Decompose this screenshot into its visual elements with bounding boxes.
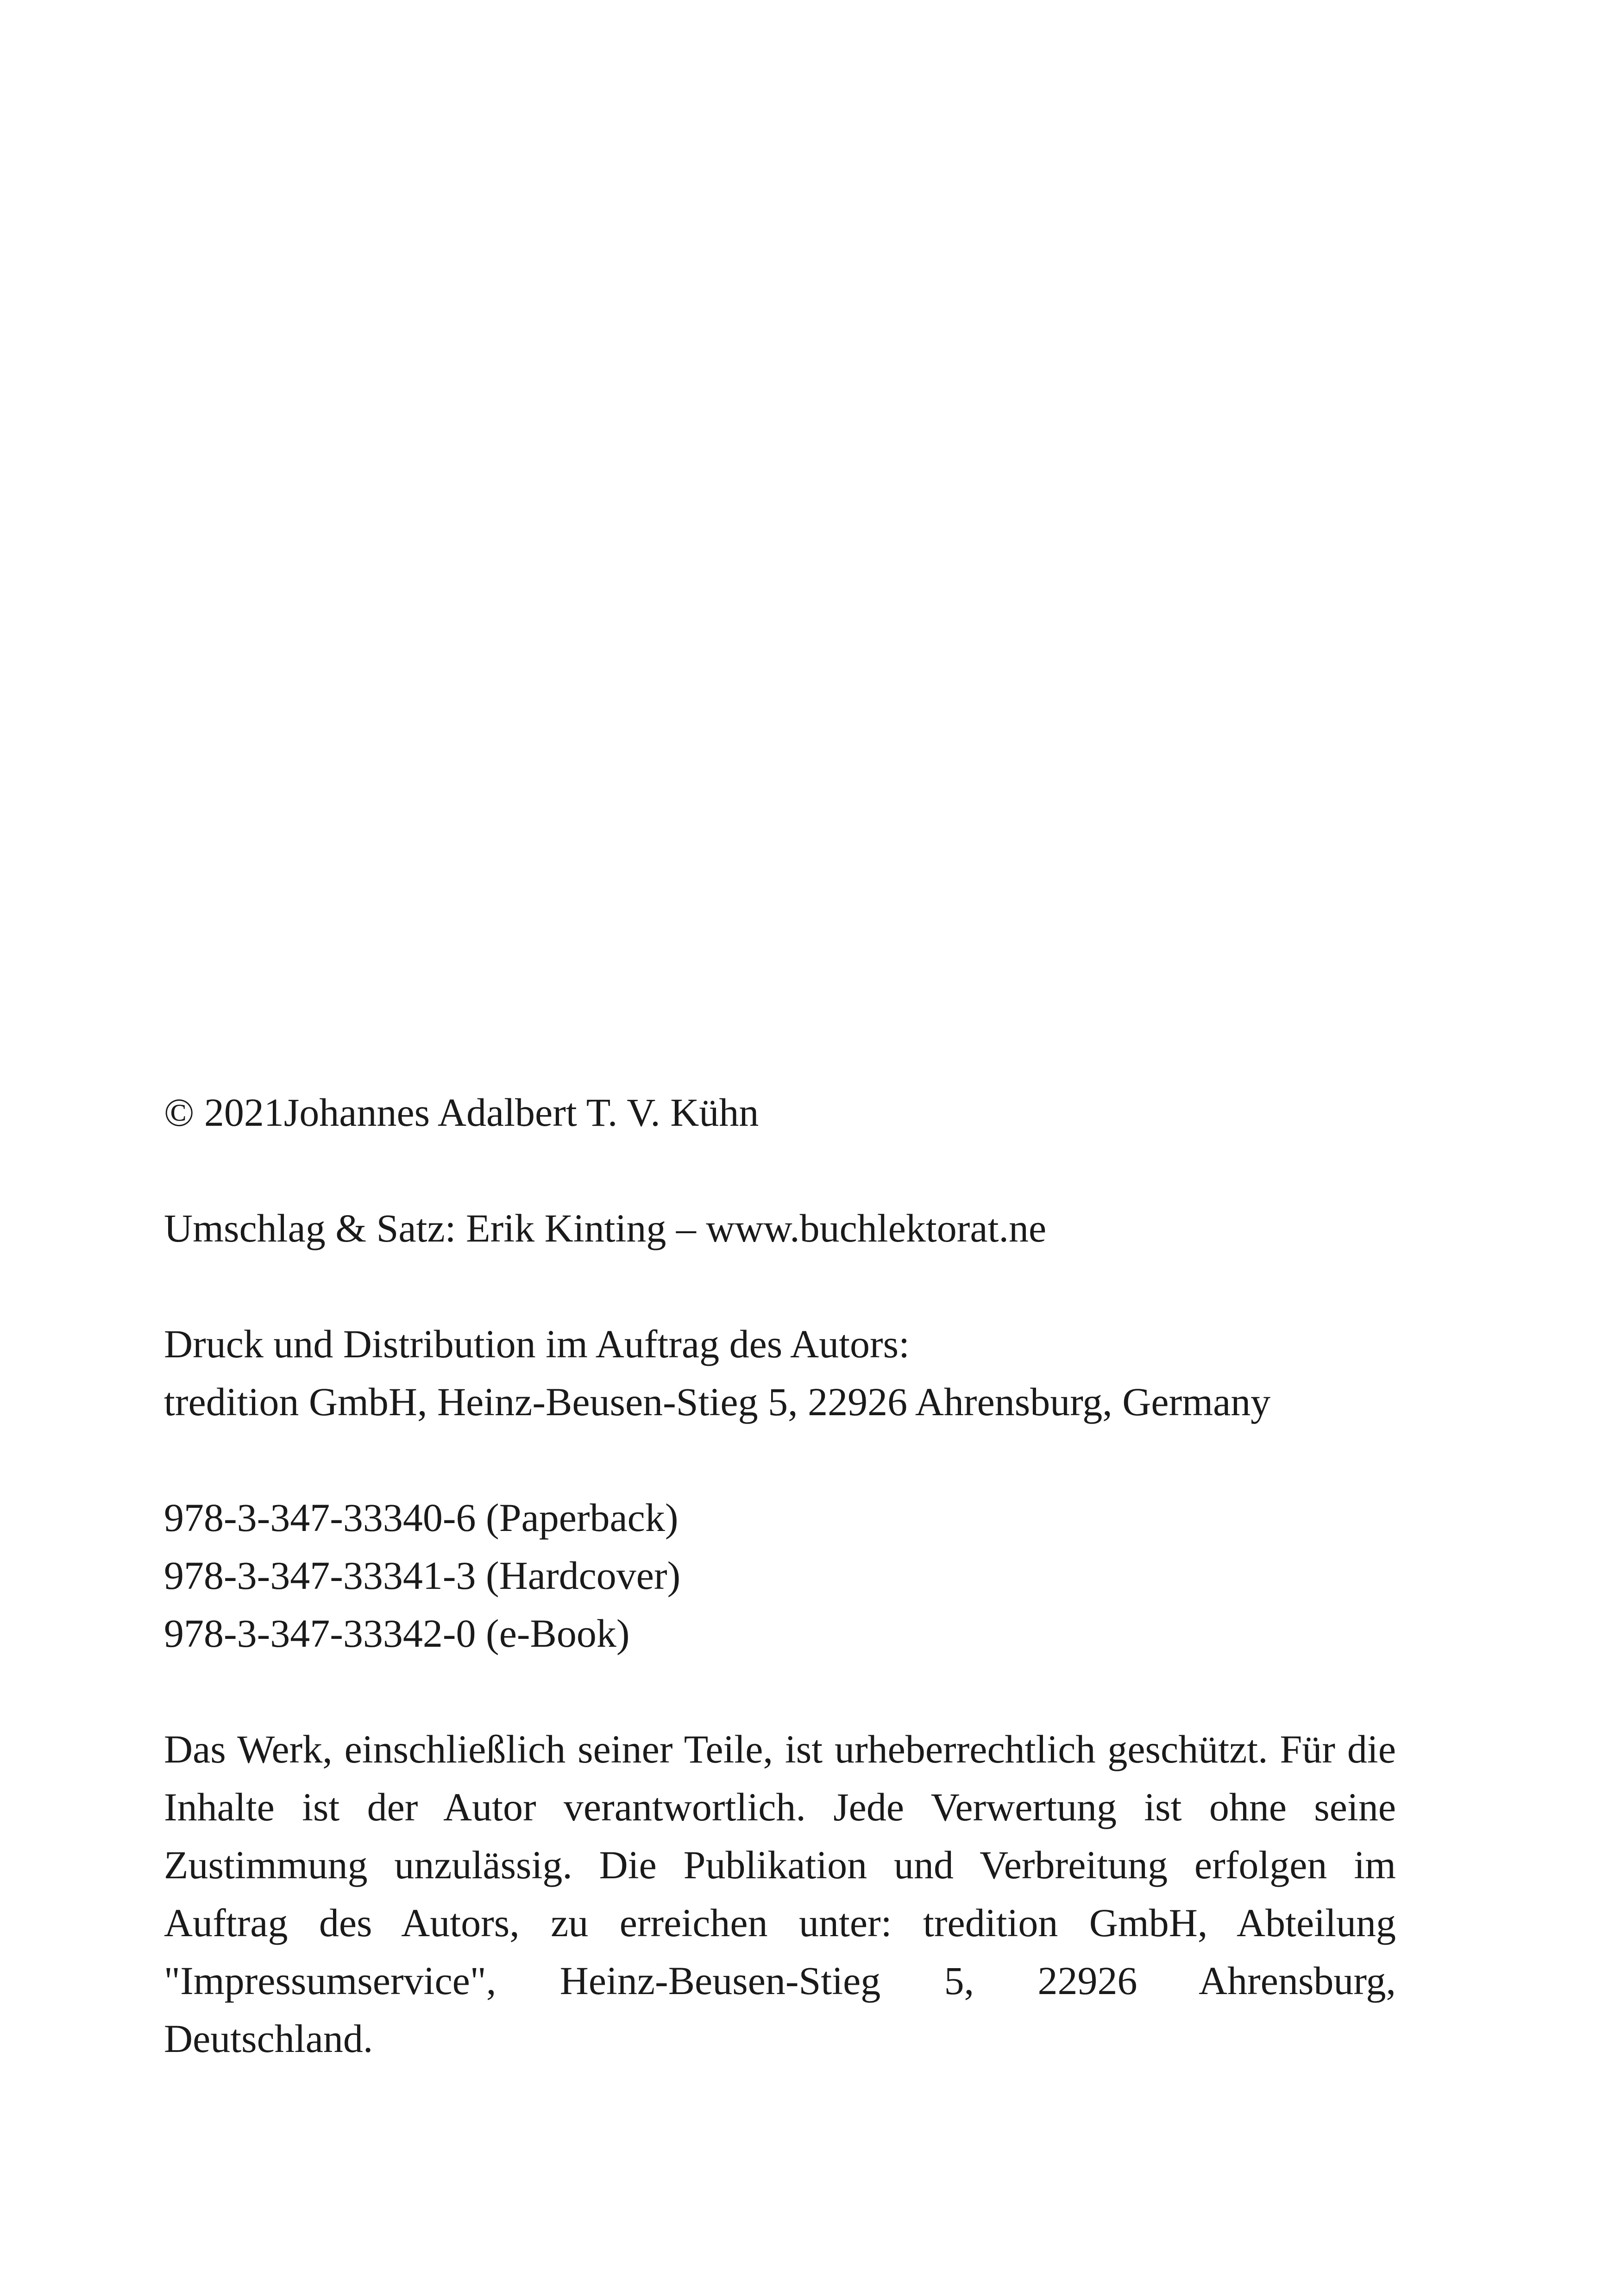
- imprint-block: [164, 1084, 1396, 2068]
- isbn-ebook: 978-3-347-33342-0 (e-Book): [164, 1611, 630, 1656]
- spacer: [164, 1142, 1396, 1199]
- spacer: [164, 1257, 1396, 1315]
- distribution-line-1: Druck und Distribution im Auftrag des Autors:: [164, 1322, 910, 1366]
- isbn-list: [164, 1489, 1396, 1662]
- distribution-block: [164, 1315, 1396, 1431]
- spacer: [164, 1431, 1396, 1489]
- isbn-hardcover: 978-3-347-33341-3 (Hardcover): [164, 1553, 681, 1598]
- isbn-paperback: 978-3-347-33340-6 (Paperback): [164, 1495, 679, 1540]
- spacer: [164, 1662, 1396, 1720]
- copyright-line: © 2021Johannes Adalbert T. V. Kühn: [164, 1090, 759, 1135]
- legal-notice: Das Werk, einschließlich seiner Teile, ist urheberrechtlich geschützt. Für die Inhalte ist der Autor verantwortlich. Jede Verwertung ist ohne seine Zustimmung unzulässig. Die Publikation und Verbreitung erfolgen im Auftrag des Autors, zu erreichen unter: tredition GmbH, Abteilung "Impressumservice", Heinz-Beusen-Stieg 5, 22926 Ahrensburg, Deutschland.: [164, 1727, 1396, 2061]
- cover-credits-line: Umschlag & Satz: Erik Kinting – www.buchlektorat.ne: [164, 1206, 1047, 1250]
- distribution-line-2: tredition GmbH, Heinz-Beusen-Stieg 5, 22926 Ahrensburg, Germany: [164, 1380, 1271, 1424]
